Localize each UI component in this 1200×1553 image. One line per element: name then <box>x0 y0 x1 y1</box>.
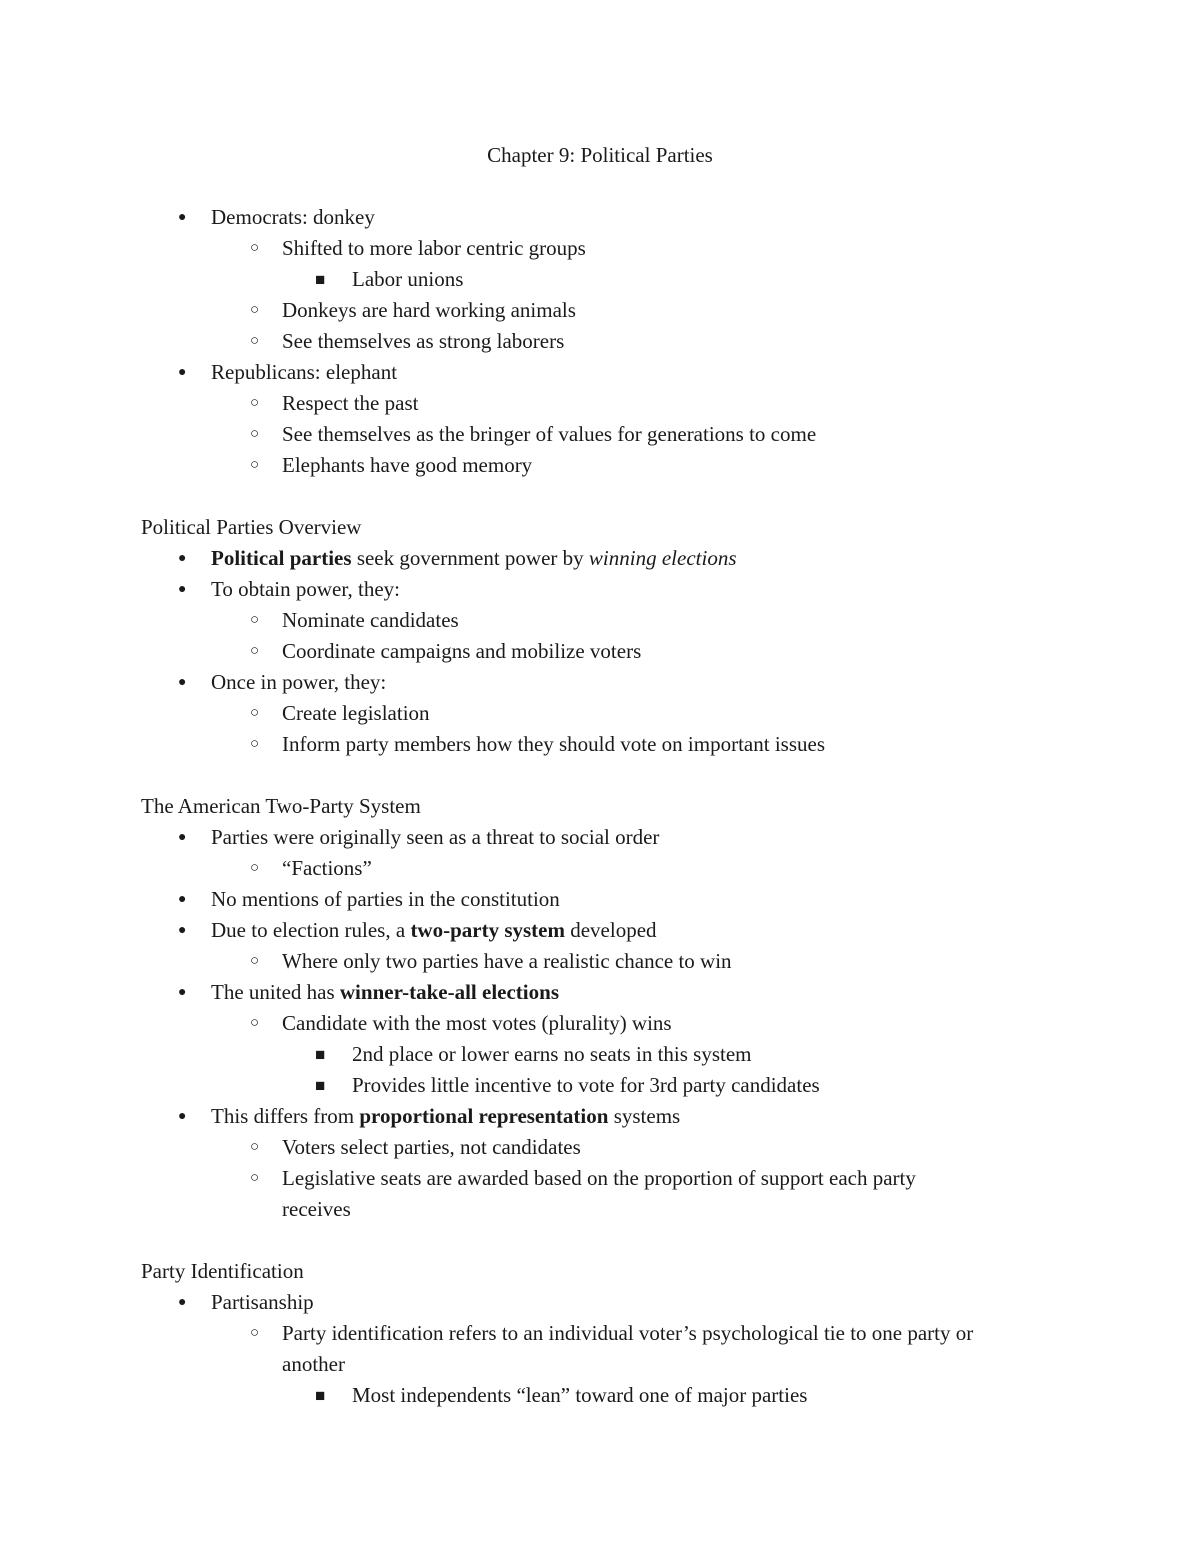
list-item-text: Elephants have good memory <box>282 453 533 477</box>
bold-term: proportional representation <box>359 1104 609 1128</box>
italic-term: winning elections <box>588 546 737 570</box>
list-item <box>141 264 1071 295</box>
bullet-disc-icon: ● <box>178 923 187 938</box>
list-item <box>141 636 1071 667</box>
list-item <box>141 884 1071 915</box>
list-item <box>141 574 1071 605</box>
list-item-text: No mentions of parties in the constitution <box>211 887 560 911</box>
list-item <box>141 233 1071 264</box>
list-item-text: another <box>282 1352 345 1376</box>
list-item-text: Voters select parties, not candidates <box>282 1135 581 1159</box>
list-item <box>141 853 1071 884</box>
list-item-text: “Factions” <box>282 856 372 880</box>
bullet-circle-icon: ○ <box>250 643 260 659</box>
list-item <box>141 419 1071 450</box>
bullet-disc-icon: ● <box>178 985 187 1000</box>
bullet-disc-icon: ● <box>178 551 187 566</box>
bullet-square-icon: ■ <box>315 1076 326 1095</box>
bullet-circle-icon: ○ <box>250 302 260 318</box>
page-title: Chapter 9: Political Parties <box>487 143 713 167</box>
list-item-text: Where only two parties have a realistic chance to win <box>282 949 732 973</box>
list-item <box>141 667 1071 698</box>
list-item-text: Partisanship <box>211 1290 314 1314</box>
bullet-disc-icon: ● <box>178 830 187 845</box>
list-item-text: systems <box>608 1104 681 1128</box>
list-item <box>141 1318 1071 1349</box>
bullet-disc-icon: ● <box>178 1109 187 1124</box>
section-heading: Political Parties Overview <box>141 515 362 539</box>
bullet-square-icon: ■ <box>315 1045 326 1064</box>
list-item <box>141 1287 1071 1318</box>
notes-body <box>141 202 1071 1411</box>
list-item-text: Democrats: donkey <box>211 205 375 229</box>
bullet-square-icon: ■ <box>315 270 326 289</box>
list-item <box>141 295 1071 326</box>
bullet-circle-icon: ○ <box>250 1325 260 1341</box>
list-item-text: Shifted to more labor centric groups <box>282 236 586 260</box>
bullet-circle-icon: ○ <box>250 1015 260 1031</box>
bullet-circle-icon: ○ <box>250 736 260 752</box>
list-item-text: Legislative seats are awarded based on the proportion of support each party <box>282 1166 916 1190</box>
bullet-circle-icon: ○ <box>250 333 260 349</box>
list-item-text: Create legislation <box>282 701 430 725</box>
list-item-text: Once in power, they: <box>211 670 387 694</box>
list-item-text: 2nd place or lower earns no seats in this system <box>352 1042 752 1066</box>
section-heading: Party Identification <box>141 1259 304 1283</box>
list-item <box>141 1039 1071 1070</box>
section-heading: The American Two-Party System <box>141 794 421 818</box>
bullet-disc-icon: ● <box>178 675 187 690</box>
bullet-circle-icon: ○ <box>250 426 260 442</box>
list-item-text: Most independents “lean” toward one of major parties <box>352 1383 808 1407</box>
bullet-circle-icon: ○ <box>250 612 260 628</box>
list-item-continuation <box>141 1349 1071 1380</box>
bold-term: Political parties <box>211 546 352 570</box>
bullet-disc-icon: ● <box>178 210 187 225</box>
blank-line <box>141 1225 1071 1256</box>
list-item <box>141 605 1071 636</box>
list-item <box>141 822 1071 853</box>
list-item <box>141 1380 1071 1411</box>
list-item-text: Candidate with the most votes (plurality) wins <box>282 1011 672 1035</box>
bullet-circle-icon: ○ <box>250 705 260 721</box>
list-item <box>141 1132 1071 1163</box>
list-item-text: Coordinate campaigns and mobilize voters <box>282 639 642 663</box>
bullet-circle-icon: ○ <box>250 953 260 969</box>
list-item-text: Parties were originally seen as a threat to social order <box>211 825 660 849</box>
bullet-square-icon: ■ <box>315 1386 326 1405</box>
bullet-circle-icon: ○ <box>250 395 260 411</box>
list-item-text: Republicans: elephant <box>211 360 398 384</box>
bullet-disc-icon: ● <box>178 582 187 597</box>
list-item <box>141 946 1071 977</box>
list-item-text: developed <box>564 918 657 942</box>
list-item <box>141 543 1071 574</box>
bold-term: winner-take-all elections <box>339 980 559 1004</box>
list-item <box>141 1070 1071 1101</box>
list-item-text: Labor unions <box>352 267 464 291</box>
list-item <box>141 357 1071 388</box>
bullet-disc-icon: ● <box>178 892 187 907</box>
list-item-text: seek government power by <box>351 546 589 570</box>
list-item-text: Provides little incentive to vote for 3rd party candidates <box>352 1073 820 1097</box>
list-item <box>141 729 1071 760</box>
list-item-text: To obtain power, they: <box>211 577 400 601</box>
list-item <box>141 977 1071 1008</box>
list-item <box>141 1101 1071 1132</box>
list-item-text: Nominate candidates <box>282 608 459 632</box>
list-item-text: See themselves as the bringer of values for generations to come <box>282 422 817 446</box>
list-item-text: The united has <box>211 980 340 1004</box>
bold-term: two-party system <box>410 918 565 942</box>
list-item <box>141 1163 1071 1194</box>
list-item-text: Inform party members how they should vote on important issues <box>282 732 825 756</box>
bullet-disc-icon: ● <box>178 365 187 380</box>
bullet-circle-icon: ○ <box>250 860 260 876</box>
list-item-text: receives <box>282 1197 351 1221</box>
list-item-continuation <box>141 1194 1071 1225</box>
blank-line <box>141 481 1071 512</box>
bullet-circle-icon: ○ <box>250 240 260 256</box>
list-item <box>141 202 1071 233</box>
bullet-circle-icon: ○ <box>250 1170 260 1186</box>
bullet-circle-icon: ○ <box>250 1139 260 1155</box>
list-item-text: See themselves as strong laborers <box>282 329 565 353</box>
list-item-text: Respect the past <box>282 391 419 415</box>
list-item <box>141 698 1071 729</box>
bullet-disc-icon: ● <box>178 1295 187 1310</box>
list-item-text: Party identification refers to an individual voter’s psychological tie to one party or <box>282 1321 974 1345</box>
list-item <box>141 326 1071 357</box>
list-item <box>141 450 1071 481</box>
list-item <box>141 1008 1071 1039</box>
list-item <box>141 388 1071 419</box>
list-item <box>141 915 1071 946</box>
blank-line <box>141 760 1071 791</box>
list-item-text: This differs from <box>211 1104 360 1128</box>
list-item-text: Donkeys are hard working animals <box>282 298 576 322</box>
list-item-text: Due to election rules, a <box>211 918 411 942</box>
bullet-circle-icon: ○ <box>250 457 260 473</box>
